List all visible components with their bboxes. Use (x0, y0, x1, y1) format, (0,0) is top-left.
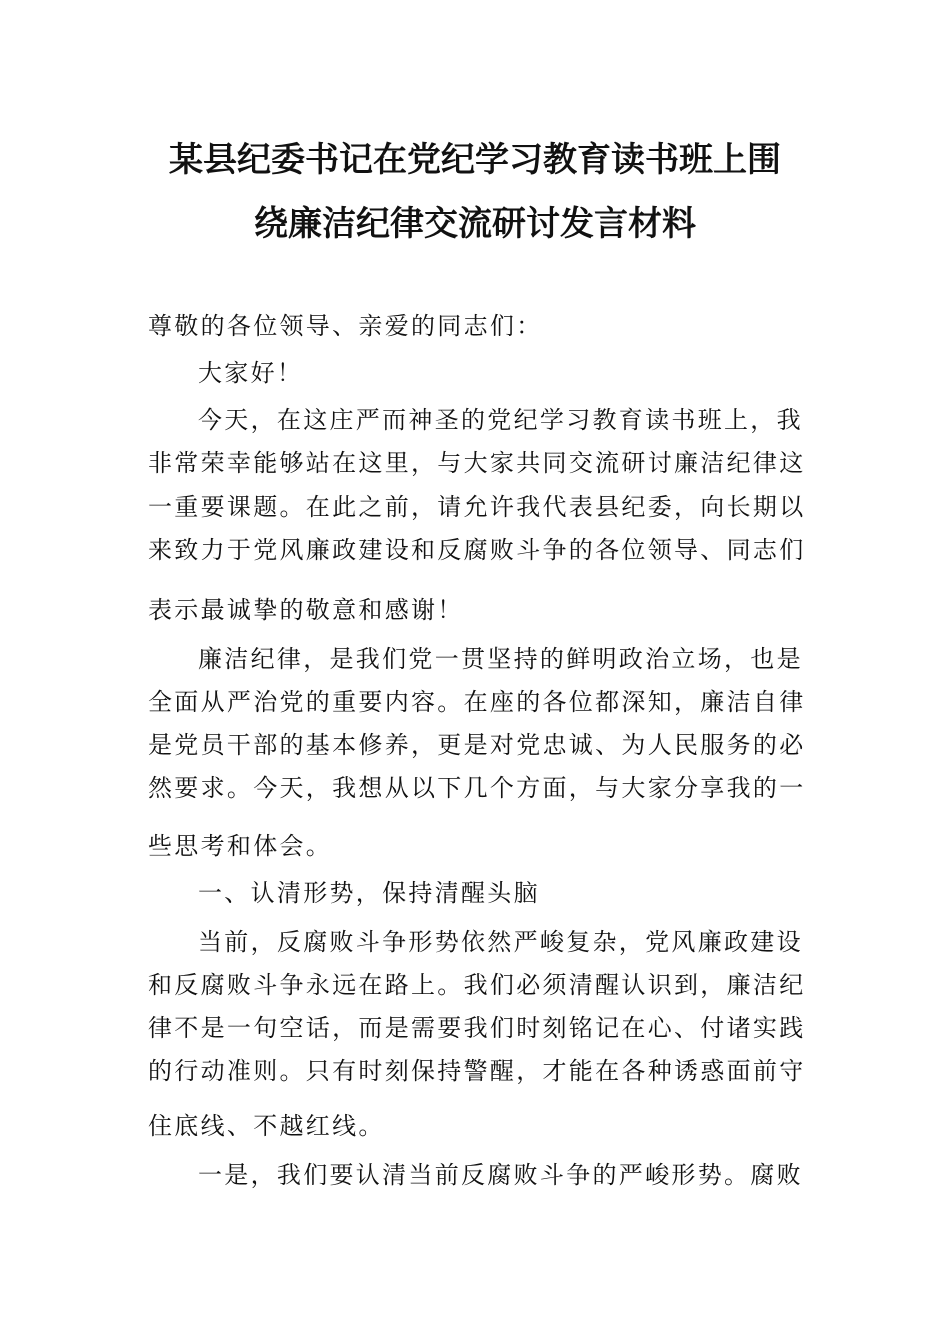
document-title-line-2: 绕廉洁纪律交流研讨发言材料 (254, 204, 696, 244)
paragraph-1-line-3: 一重要课题。在此之前，请允许我代表县纪委，向长期以 (148, 493, 806, 521)
paragraph-3-line-2: 和反腐败斗争永远在路上。我们必须清醒认识到，廉洁纪 (148, 971, 806, 999)
paragraph-2-line-5: 些思考和体会。 (148, 832, 333, 860)
paragraph-3-line-4: 的行动准则。只有时刻保持警醒，才能在各种诱惑面前守 (148, 1057, 806, 1085)
paragraph-1-line-5: 表示最诚挚的敬意和感谢！ (148, 596, 464, 624)
greeting: 大家好！ (198, 359, 304, 387)
section-heading-1: 一、认清形势，保持清醒头脑 (198, 879, 540, 907)
paragraph-3-line-1: 当前，反腐败斗争形势依然严峻复杂，党风廉政建设 (198, 928, 803, 956)
paragraph-2-line-3: 是党员干部的基本修养，更是对党忠诚、为人民服务的必 (148, 731, 806, 759)
paragraph-1-line-1: 今天，在这庄严而神圣的党纪学习教育读书班上，我 (198, 406, 803, 434)
paragraph-2-line-2: 全面从严治党的重要内容。在座的各位都深知，廉洁自律 (148, 688, 806, 716)
paragraph-1-line-2: 非常荣幸能够站在这里，与大家共同交流研讨廉洁纪律这 (148, 449, 806, 477)
paragraph-1-line-4: 来致力于党风廉政建设和反腐败斗争的各位领导、同志们 (148, 536, 806, 564)
paragraph-3-line-5: 住底线、不越红线。 (148, 1112, 385, 1140)
document-title-line-1: 某县纪委书记在党纪学习教育读书班上围 (169, 140, 781, 180)
paragraph-2-line-4: 然要求。今天，我想从以下几个方面，与大家分享我的一 (148, 774, 806, 802)
paragraph-4-line-1: 一是，我们要认清当前反腐败斗争的严峻形势。腐败 (198, 1161, 803, 1189)
salutation: 尊敬的各位领导、亲爱的同志们： (148, 312, 543, 340)
paragraph-3-line-3: 律不是一句空话，而是需要我们时刻铭记在心、付诸实践 (148, 1014, 806, 1042)
paragraph-2-line-1: 廉洁纪律，是我们党一贯坚持的鲜明政治立场，也是 (198, 645, 803, 673)
